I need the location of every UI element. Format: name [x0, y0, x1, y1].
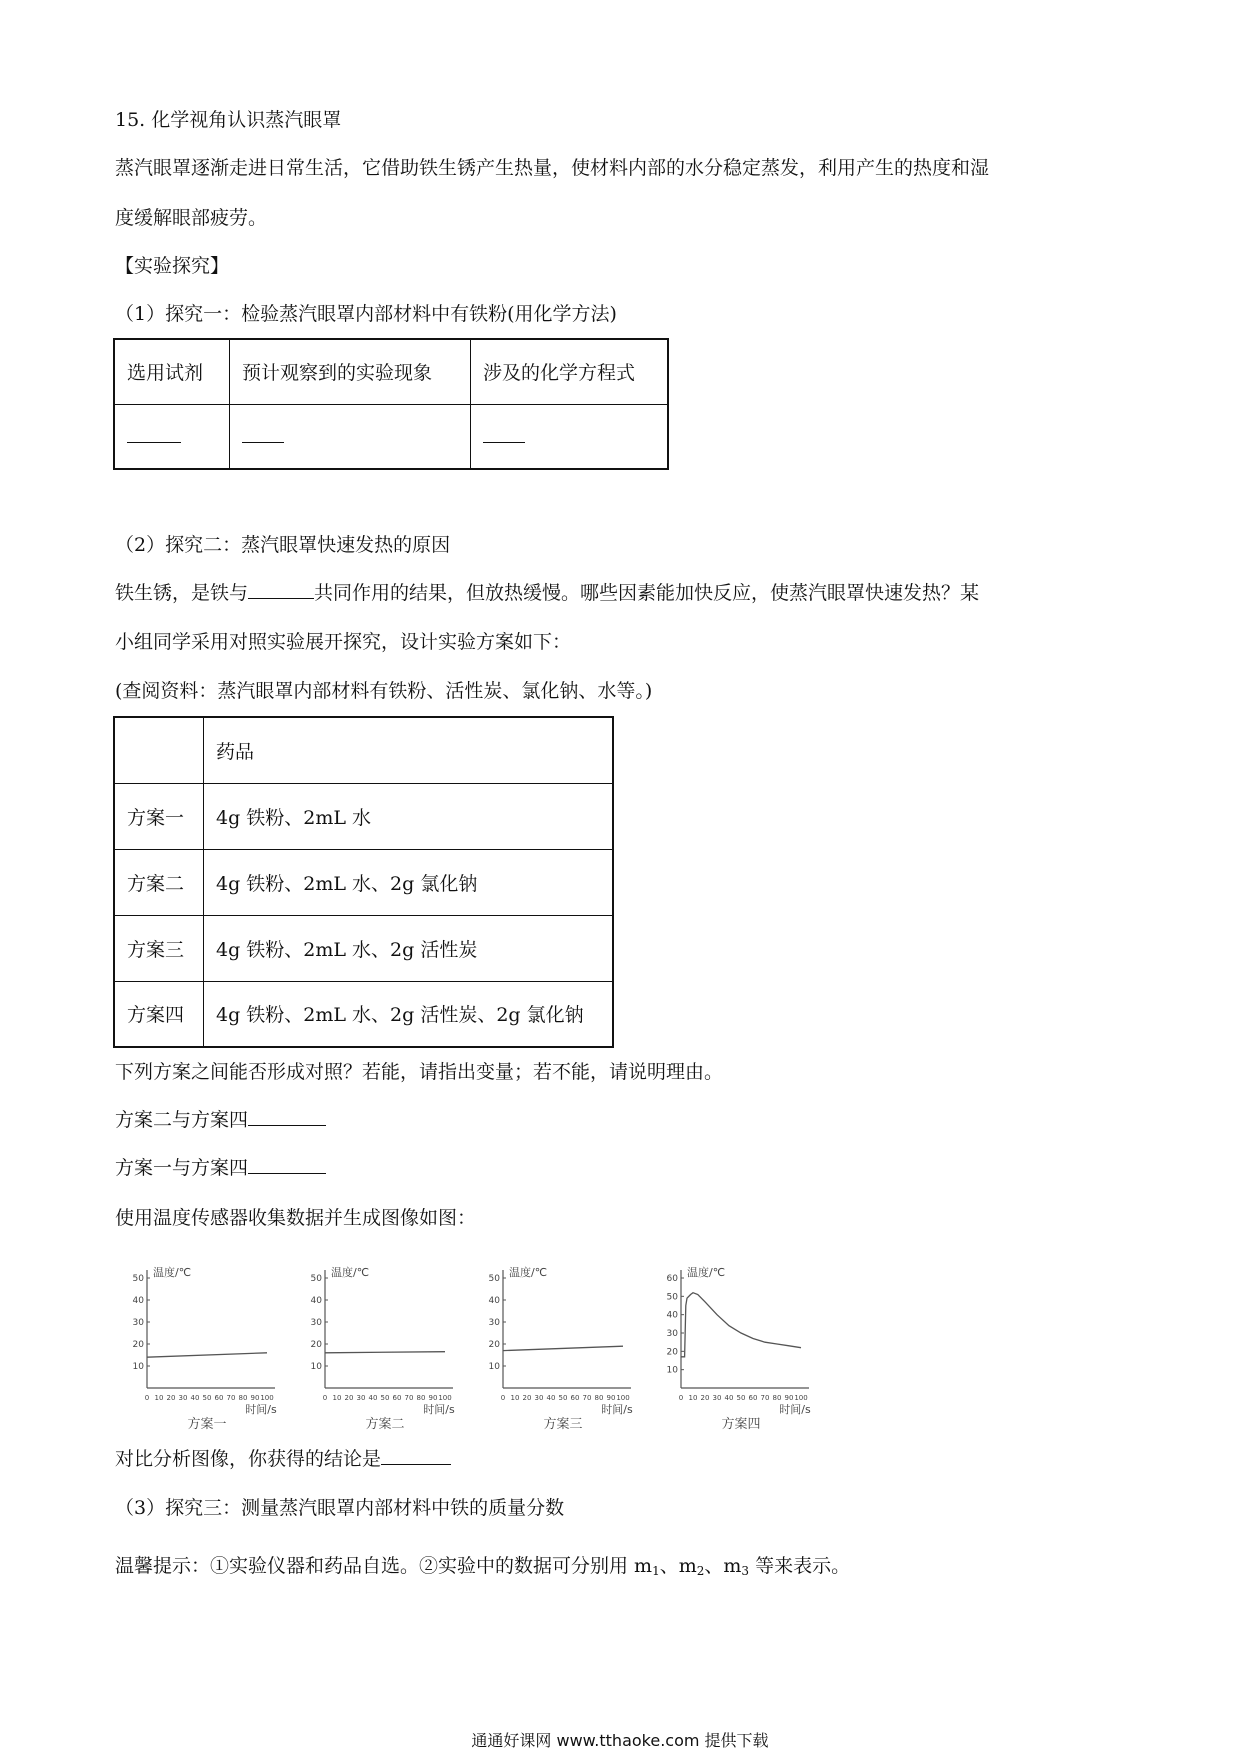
compare-line-1	[115, 1107, 326, 1133]
reference-note: (查阅资料：蒸汽眼罩内部材料有铁粉、活性炭、氯化钠、水等。)	[115, 680, 653, 702]
y-tick-label: 40	[488, 1296, 500, 1306]
scheme-table-corner	[114, 717, 204, 783]
scheme-name: 方案一	[114, 783, 204, 849]
part2-heading: （2）探究二：蒸汽眼罩快速发热的原因	[115, 534, 451, 556]
part2-line-1	[115, 580, 979, 606]
y-tick-label: 30	[488, 1318, 500, 1328]
answer-cell-reagent[interactable]	[114, 404, 230, 469]
table-header-equation: 涉及的化学方程式	[471, 339, 669, 404]
part3-heading: （3）探究三：测量蒸汽眼罩内部材料中铁的质量分数	[115, 1497, 565, 1519]
section-heading: 【实验探究】	[115, 255, 230, 277]
x-tick-label: 80	[772, 1394, 782, 1402]
x-tick-label: 30	[712, 1394, 722, 1402]
x-tick-label: 30	[534, 1394, 544, 1402]
chart-scheme-2	[303, 1250, 473, 1432]
x-tick-label: 10	[510, 1394, 520, 1402]
part2-line-2: 小组同学采用对照实验展开探究，设计实验方案如下：	[115, 631, 572, 653]
x-tick-label: 0	[500, 1394, 506, 1402]
tip-sub-2: 2	[696, 1564, 705, 1578]
chart-caption: 方案三	[543, 1417, 583, 1432]
y-tick-label: 60	[666, 1274, 678, 1284]
intro-line-2: 度缓解眼部疲劳。	[115, 207, 268, 229]
chart-caption: 方案一	[187, 1417, 227, 1432]
x-tick-label: 0	[322, 1394, 328, 1402]
x-tick-label: 50	[380, 1394, 390, 1402]
y-tick-label: 50	[310, 1274, 322, 1284]
x-tick-label: 60	[570, 1394, 580, 1402]
answer-cell-phenomenon[interactable]	[230, 404, 471, 469]
page-footer: 通通好课网 www.tthaoke.com 提供下载	[471, 1731, 769, 1750]
conclusion-line	[115, 1446, 451, 1472]
y-tick-label: 40	[310, 1296, 322, 1306]
temperature-line	[503, 1346, 623, 1350]
y-tick-label: 40	[132, 1296, 144, 1306]
control-question: 下列方案之间能否形成对照？若能，请指出变量；若不能，请说明理由。	[115, 1061, 724, 1083]
y-axis-label: 温度/℃	[331, 1266, 370, 1279]
x-tick-label: 40	[546, 1394, 556, 1402]
y-axis-label: 温度/℃	[687, 1266, 726, 1279]
x-tick-label: 40	[368, 1394, 378, 1402]
x-tick-label: 90	[784, 1394, 794, 1402]
scheme-name: 方案四	[114, 981, 204, 1047]
x-tick-label: 60	[214, 1394, 224, 1402]
y-tick-label: 10	[132, 1362, 144, 1372]
reagent-table	[113, 338, 669, 470]
x-tick-label: 100	[438, 1394, 452, 1402]
tip-text-a: 温馨提示：①实验仪器和药品自选。②实验中的数据可分别用 m	[115, 1555, 653, 1577]
question-title: 15. 化学视角认识蒸汽眼罩	[115, 109, 342, 131]
tip-sub-3: 3	[741, 1564, 750, 1578]
scheme-drugs: 4g 铁粉、2mL 水、2g 活性炭、2g 氯化钠	[204, 981, 614, 1047]
x-tick-label: 40	[724, 1394, 734, 1402]
compare-label-1: 方案二与方案四	[115, 1109, 249, 1131]
table-header-phenomenon: 预计观察到的实验现象	[230, 339, 471, 404]
tip-sub-1: 1	[652, 1564, 660, 1578]
y-tick-label: 20	[132, 1340, 144, 1350]
x-tick-label: 10	[154, 1394, 164, 1402]
x-tick-label: 0	[144, 1394, 150, 1402]
tip-text-c: 、m	[704, 1555, 742, 1577]
temperature-line	[147, 1353, 267, 1357]
scheme-drugs: 4g 铁粉、2mL 水、2g 活性炭	[204, 915, 614, 981]
x-tick-label: 70	[226, 1394, 236, 1402]
x-tick-label: 60	[392, 1394, 402, 1402]
chart-scheme-1	[125, 1250, 295, 1432]
y-tick-label: 50	[488, 1274, 500, 1284]
x-tick-label: 20	[522, 1394, 532, 1402]
table-header-reagent: 选用试剂	[114, 339, 230, 404]
y-tick-label: 20	[666, 1347, 678, 1358]
scheme-table	[113, 716, 614, 1048]
answer-blank-rust[interactable]	[248, 580, 314, 599]
x-axis-label: 时间/s	[601, 1403, 633, 1416]
x-tick-label: 80	[594, 1394, 604, 1402]
answer-blank-conclusion[interactable]	[381, 1446, 451, 1465]
scheme-drugs: 4g 铁粉、2mL 水	[204, 783, 614, 849]
scheme-name: 方案三	[114, 915, 204, 981]
tip-line	[115, 1553, 850, 1584]
x-tick-label: 100	[794, 1394, 808, 1402]
x-tick-label: 20	[344, 1394, 354, 1402]
y-tick-label: 30	[132, 1318, 144, 1328]
x-axis-label: 时间/s	[245, 1403, 277, 1416]
y-tick-label: 20	[310, 1340, 322, 1350]
scheme-table-header: 药品	[204, 717, 614, 783]
compare-label-2: 方案一与方案四	[115, 1157, 249, 1179]
scheme-name: 方案二	[114, 849, 204, 915]
part1-heading: （1）探究一：检验蒸汽眼罩内部材料中有铁粉(用化学方法)	[115, 303, 617, 325]
x-tick-label: 30	[356, 1394, 366, 1402]
x-tick-label: 30	[178, 1394, 188, 1402]
sensor-text: 使用温度传感器收集数据并生成图像如图：	[115, 1207, 477, 1229]
intro-line-1: 蒸汽眼罩逐渐走进日常生活，它借助铁生锈产生热量，使材料内部的水分稳定蒸发，利用产生的热度和湿	[115, 157, 990, 179]
y-axis-label: 温度/℃	[509, 1266, 548, 1279]
part2-line-1-a: 铁生锈，是铁与	[115, 582, 249, 604]
temperature-line	[681, 1293, 801, 1357]
x-tick-label: 20	[700, 1394, 710, 1402]
y-tick-label: 40	[666, 1310, 678, 1321]
y-tick-label: 10	[666, 1365, 678, 1376]
y-tick-label: 30	[310, 1318, 322, 1328]
y-tick-label: 10	[488, 1362, 500, 1372]
answer-blank-compare-2[interactable]	[248, 1155, 326, 1174]
compare-line-2	[115, 1155, 326, 1181]
x-tick-label: 10	[332, 1394, 342, 1402]
temperature-line	[325, 1352, 445, 1353]
x-tick-label: 90	[250, 1394, 260, 1402]
chart-caption: 方案四	[721, 1417, 761, 1432]
tip-text-d: 等来表示。	[749, 1555, 851, 1577]
y-tick-label: 50	[666, 1292, 678, 1303]
chart-scheme-3	[481, 1250, 651, 1432]
y-tick-label: 30	[666, 1329, 678, 1339]
y-tick-label: 20	[488, 1340, 500, 1350]
x-axis-label: 时间/s	[423, 1403, 455, 1416]
x-tick-label: 60	[748, 1394, 758, 1402]
y-tick-label: 10	[310, 1362, 322, 1372]
x-tick-label: 70	[582, 1394, 592, 1402]
x-tick-label: 90	[428, 1394, 438, 1402]
answer-cell-equation[interactable]	[471, 404, 669, 469]
x-tick-label: 50	[736, 1394, 746, 1402]
x-tick-label: 100	[616, 1394, 630, 1402]
x-tick-label: 20	[166, 1394, 176, 1402]
x-tick-label: 0	[678, 1394, 684, 1402]
tip-text-b: 、m	[659, 1555, 697, 1577]
x-tick-label: 50	[558, 1394, 568, 1402]
chart-scheme-4	[659, 1250, 829, 1432]
scheme-drugs: 4g 铁粉、2mL 水、2g 氯化钠	[204, 849, 614, 915]
y-axis-label: 温度/℃	[153, 1266, 192, 1279]
x-tick-label: 80	[416, 1394, 426, 1402]
chart-caption: 方案二	[365, 1417, 405, 1432]
x-tick-label: 10	[688, 1394, 698, 1402]
x-tick-label: 50	[202, 1394, 212, 1402]
x-tick-label: 70	[404, 1394, 414, 1402]
y-tick-label: 50	[132, 1274, 144, 1284]
x-tick-label: 40	[190, 1394, 200, 1402]
x-tick-label: 70	[760, 1394, 770, 1402]
x-tick-label: 90	[606, 1394, 616, 1402]
x-tick-label: 80	[238, 1394, 248, 1402]
x-axis-label: 时间/s	[779, 1403, 811, 1416]
answer-blank-compare-1[interactable]	[248, 1107, 326, 1126]
x-tick-label: 100	[260, 1394, 274, 1402]
part2-line-1-b: 共同作用的结果，但放热缓慢。哪些因素能加快反应，使蒸汽眼罩快速发热？某	[314, 582, 980, 604]
conclusion-label: 对比分析图像，你获得的结论是	[115, 1448, 382, 1470]
